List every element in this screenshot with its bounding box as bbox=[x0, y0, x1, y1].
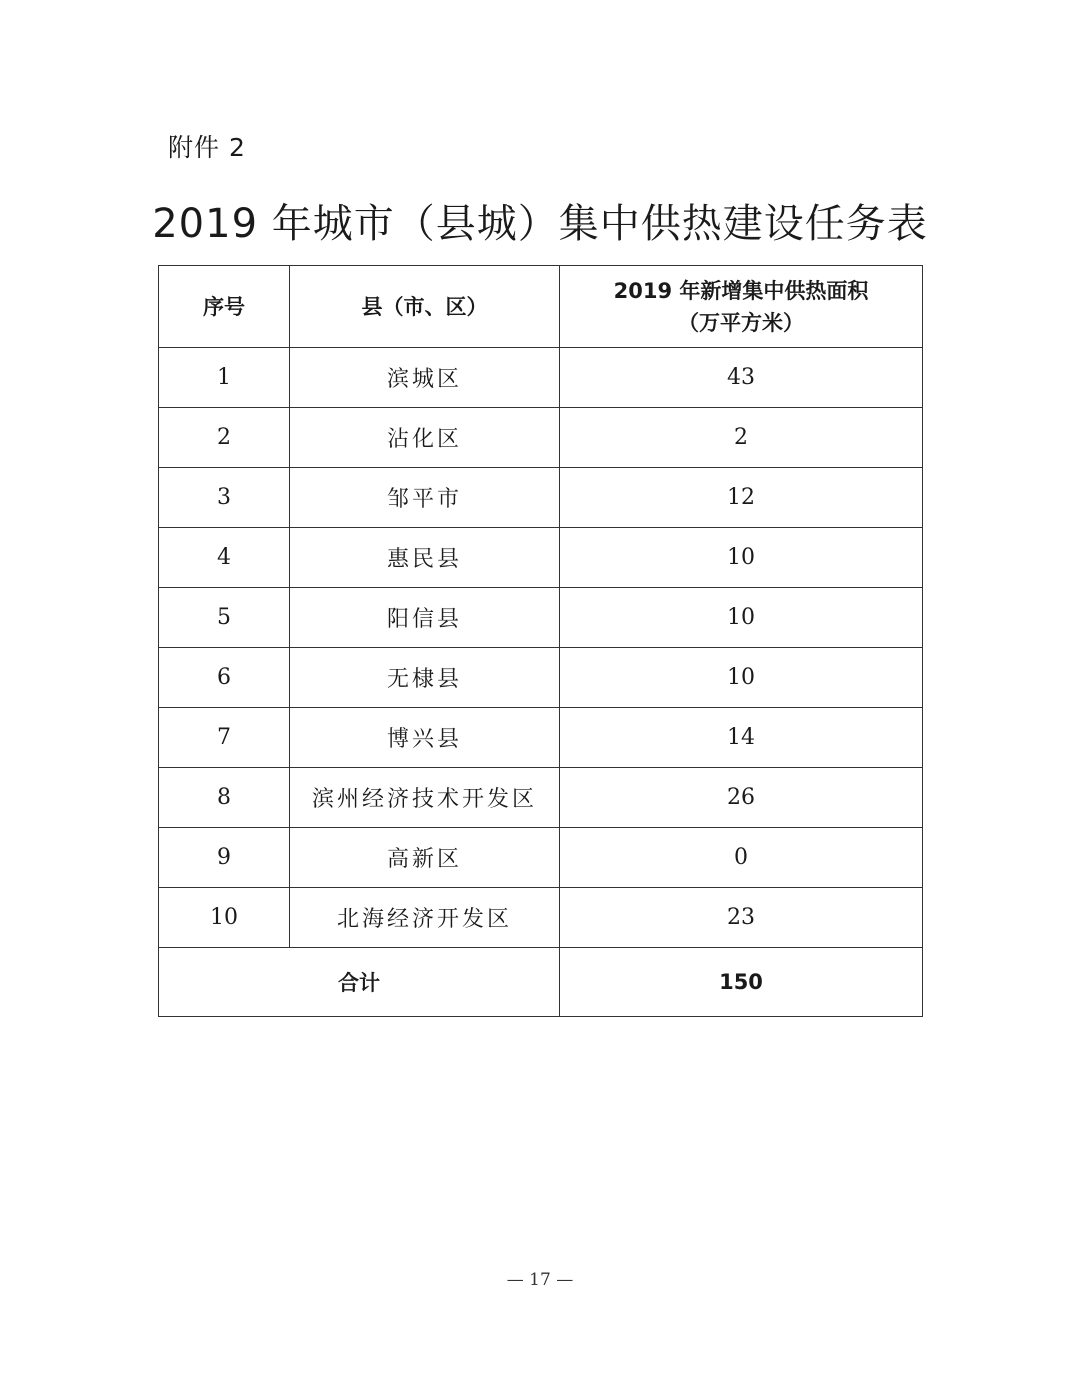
heating-task-table bbox=[158, 265, 923, 1017]
total-row bbox=[159, 948, 923, 1017]
row-area: 10 bbox=[560, 588, 923, 648]
row-area: 14 bbox=[560, 708, 923, 768]
row-area: 26 bbox=[560, 768, 923, 828]
row-area: 10 bbox=[560, 648, 923, 708]
row-area: 10 bbox=[560, 528, 923, 588]
header-area-line1: 2019 年新增集中供热面积 bbox=[613, 278, 869, 303]
header-area-line2: （万平方米） bbox=[678, 310, 804, 335]
row-index: 8 bbox=[159, 768, 290, 828]
row-index: 10 bbox=[159, 888, 290, 948]
header-region: 县（市、区） bbox=[290, 266, 560, 348]
row-index: 4 bbox=[159, 528, 290, 588]
row-region: 北海经济开发区 bbox=[290, 888, 560, 948]
row-area: 2 bbox=[560, 408, 923, 468]
table-row bbox=[159, 468, 923, 528]
header-index: 序号 bbox=[159, 266, 290, 348]
row-region: 高新区 bbox=[290, 828, 560, 888]
row-index: 3 bbox=[159, 468, 290, 528]
table-row bbox=[159, 408, 923, 468]
document-title: 2019 年城市（县城）集中供热建设任务表 bbox=[152, 201, 928, 247]
row-area: 12 bbox=[560, 468, 923, 528]
table-row bbox=[159, 768, 923, 828]
row-index: 2 bbox=[159, 408, 290, 468]
table-row bbox=[159, 588, 923, 648]
row-area: 0 bbox=[560, 828, 923, 888]
row-region: 阳信县 bbox=[290, 588, 560, 648]
row-region: 无棣县 bbox=[290, 648, 560, 708]
row-region: 邹平市 bbox=[290, 468, 560, 528]
table-row bbox=[159, 528, 923, 588]
row-region: 惠民县 bbox=[290, 528, 560, 588]
total-value: 150 bbox=[560, 948, 923, 1017]
row-region: 博兴县 bbox=[290, 708, 560, 768]
row-region: 滨州经济技术开发区 bbox=[290, 768, 560, 828]
table-header-row bbox=[159, 266, 923, 348]
row-index: 5 bbox=[159, 588, 290, 648]
table-row bbox=[159, 708, 923, 768]
attachment-label: 附件 2 bbox=[168, 133, 246, 162]
row-area: 23 bbox=[560, 888, 923, 948]
table-row bbox=[159, 828, 923, 888]
row-index: 6 bbox=[159, 648, 290, 708]
row-area: 43 bbox=[560, 348, 923, 408]
total-label: 合计 bbox=[159, 948, 560, 1017]
table-row bbox=[159, 888, 923, 948]
row-index: 1 bbox=[159, 348, 290, 408]
row-region: 沾化区 bbox=[290, 408, 560, 468]
row-index: 7 bbox=[159, 708, 290, 768]
row-index: 9 bbox=[159, 828, 290, 888]
page-number: — 17 — bbox=[506, 1270, 574, 1290]
header-area bbox=[560, 266, 923, 348]
row-region: 滨城区 bbox=[290, 348, 560, 408]
table-row bbox=[159, 648, 923, 708]
table-row bbox=[159, 348, 923, 408]
